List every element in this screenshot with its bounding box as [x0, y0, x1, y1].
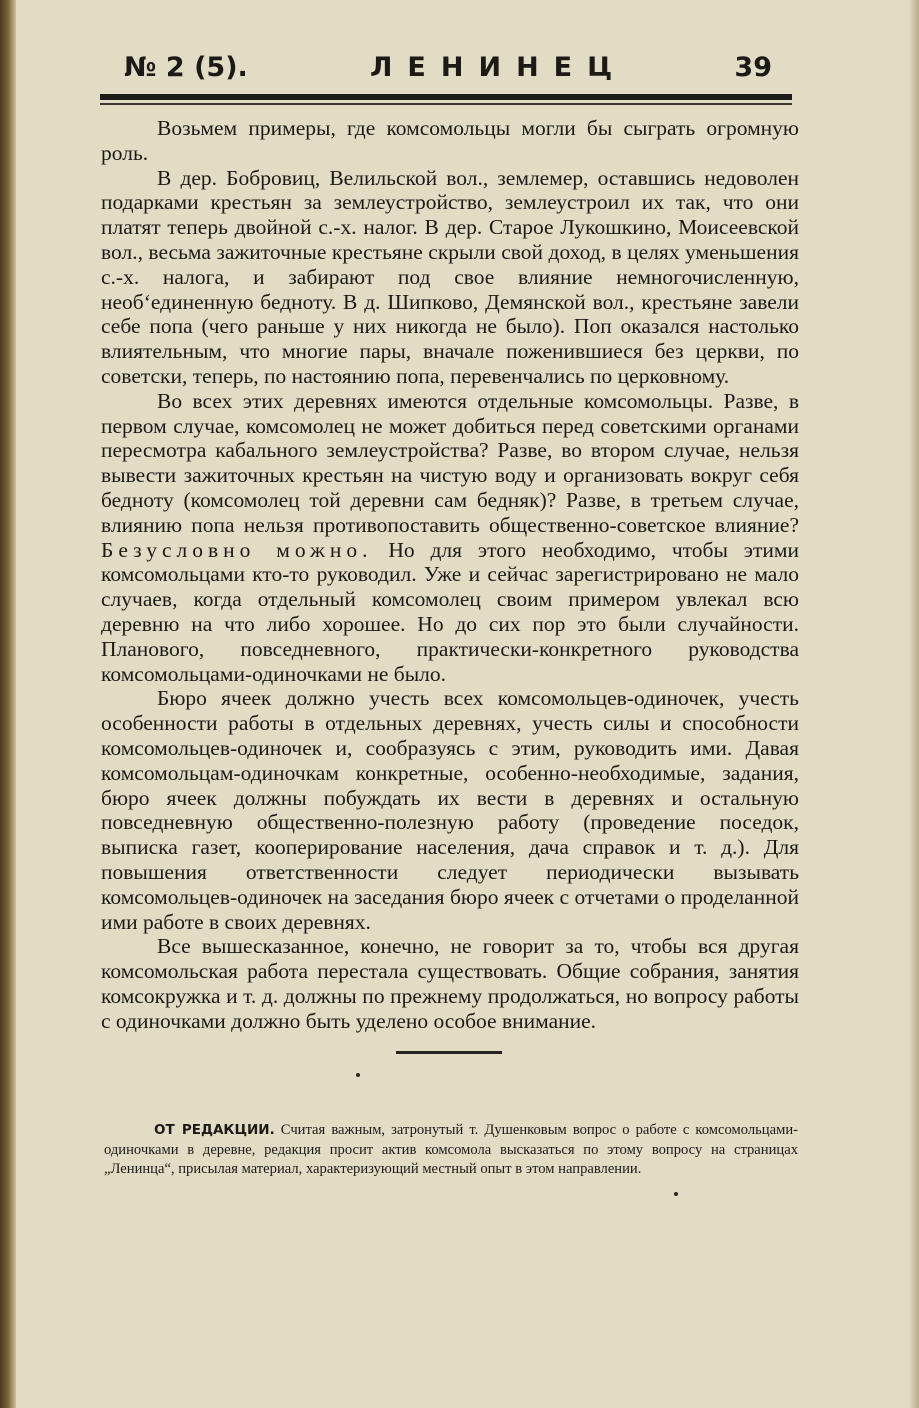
page-binding-edge [0, 0, 16, 1408]
paragraph-2: В дер. Бобровиц, Велильской вол., землемер, оставшись недоволен подарками крестьян за землеустройство, землеустроил их так, что они платят теперь двойной с.-х. налог. В дер. Старое Лукошкино, Моисеевской вол., весьма зажиточные крестьяне скрыли свой доход, в целях уменьшения с.-х. налога, и забирают под свое влияние немногочисленную, необ‘единенную бедноту. В д. Шипково, Демянской вол., крестьяне завели себе попа (чего раньше у них никогда не было). Поп оказался настолько влиятельным, что многие пары, вначале поженившиеся без церкви, по советски, теперь, по настоянию попа, перевенчались по церковному. [101, 165, 799, 388]
paragraph-5: Все вышесказанное, конечно, не говорит за то, чтобы вся другая комсомольская работа перестала существовать. Общие собрания, занятия комсокружка и т. д. должны по прежнему продолжаться, но вопросу работы с одиночками должно быть уделено особое внимание. [101, 934, 799, 1033]
paragraph-1: Возьмем примеры, где комсомольцы могли бы сыграть огромную роль. [101, 116, 799, 165]
print-speck [674, 1192, 678, 1196]
paragraph-3-end: Но для этого необходимо, чтобы этими комсомольцами кто-то руководил. Уже и сейчас зарегистрировано не мало случаев, когда отдельный комсомолец своим примером увлекал всю деревню на что либо хорошее. Но до сих пор это были случайности. Планового, повседневного, практически-конкретного руководства комсомольцами-одиночками не было. [101, 537, 799, 686]
page-number: 39 [734, 52, 772, 83]
page-header [100, 52, 790, 92]
paragraph-4: Бюро ячеек должно учесть всех комсомольцев-одиночек, учесть особенности работы в отдельных деревнях, учесть силы и способности комсомольцев-одиночек и, сообразуясь с этим, руководить ими. Давая комсомольцам-одиночкам конкретные, особенно-необходимые, задания, бюро ячеек должны побуждать их вести в деревнях и остальную повседневную общественно-полезную работу (проведение поседок, выписка газет, кооперирование населения, дача справок и т. д.). Для повышения ответственности следует периодически вызывать комсомольцев-одиночек на заседания бюро ячеек с отчетами о проделанной ими работе в своих деревнях. [101, 686, 799, 934]
paragraph-3-emphasis: Безусловно можно. [101, 537, 373, 562]
editorial-note-label: ОТ РЕДАКЦИИ. [154, 1122, 275, 1138]
masthead-title: ЛЕНИНЕЦ [370, 52, 628, 83]
header-rule-thin [100, 103, 792, 105]
page-right-edge [909, 0, 919, 1408]
section-divider [396, 1051, 502, 1054]
paragraph-3-start: Во всех этих деревнях имеются отдельные комсомольцы. Разве, в первом случае, комсомолец не может добиться перед советскими органами пересмотра кабального землеустройства? Разве, во втором случае, нельзя вывести зажиточных крестьян на чистую воду и организовать вокруг себя бедноту (комсомолец той деревни сам бедняк)? Разве, в третьем случае, влиянию попа нельзя противопоставить общественно-советское влияние? [101, 388, 799, 537]
header-rule-thick [100, 94, 792, 100]
paragraph-3 [101, 389, 799, 687]
editorial-note [104, 1121, 798, 1180]
issue-number: № 2 (5). [124, 52, 248, 83]
article-body [101, 116, 799, 1033]
print-speck [356, 1073, 360, 1077]
editorial-note-text: Считая важным, затронутый т. Душенковым вопрос о работе с комсомольцами-одиночками в деревне, редакция просит актив комсомола высказаться по этому вопросу на страницах „Ленинца“, присылая материал, характеризующий местный опыт в этом направлении. [104, 1122, 798, 1177]
